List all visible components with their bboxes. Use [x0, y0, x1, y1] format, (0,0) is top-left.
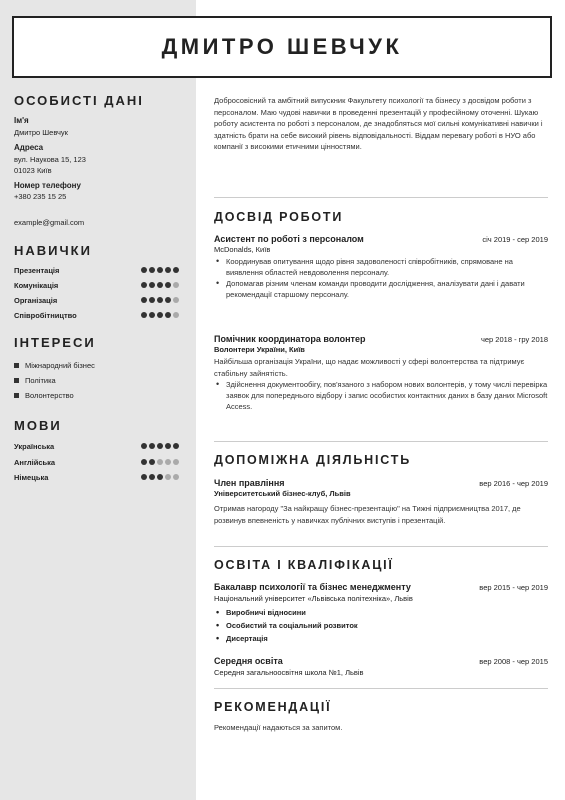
rating-dot	[173, 459, 179, 465]
rating-dot	[141, 443, 147, 449]
rating-dot	[165, 312, 171, 318]
job-bullets	[214, 379, 548, 412]
rating-dot	[173, 312, 179, 318]
job-org: Волонтери України, Київ	[214, 345, 305, 354]
activity-date: вер 2016 - чер 2019	[479, 479, 548, 488]
job-bullet: • Здійснення документообігу, пов'язаного з набором нових волонтерів, у тому числі перевірка заявок для попереднього відбору і запис особистих контактних даних в базу даних Microsoft Access.	[214, 379, 548, 412]
skill-label: Організація	[14, 295, 58, 305]
skill-row	[14, 309, 179, 321]
divider	[214, 546, 548, 547]
square-bullet-icon	[14, 393, 19, 398]
interest-item	[14, 361, 95, 370]
rating-dot	[157, 282, 163, 288]
interest-item	[14, 391, 74, 400]
rating-dot	[141, 267, 147, 273]
address-label: Адреса	[14, 143, 44, 152]
education-title: ОСВІТА І КВАЛІФІКАЦІЇ	[214, 558, 394, 572]
rating-dot	[173, 297, 179, 303]
activities-title: ДОПОМІЖНА ДІЯЛЬНІСТЬ	[214, 453, 411, 467]
square-bullet-icon	[14, 378, 19, 383]
degree-title: Бакалавр психології та бізнес менеджменту	[214, 582, 411, 592]
divider	[214, 441, 548, 442]
skills-title: НАВИЧКИ	[14, 243, 92, 258]
job-date: чер 2018 - гру 2018	[480, 335, 548, 344]
skill-label: Презентація	[14, 265, 60, 275]
activities-section	[214, 453, 548, 467]
skill-rating	[141, 297, 179, 303]
course-item: • Дисертація	[214, 632, 548, 645]
name-header	[12, 16, 552, 78]
rating-dot	[173, 282, 179, 288]
job-entry	[214, 334, 548, 412]
address-line1: вул. Наукова 15, 123	[14, 155, 86, 164]
rating-dot	[149, 297, 155, 303]
rating-dot	[157, 474, 163, 480]
job-bullet: • Координував опитування щодо рівня задоволеності співробітників, спрямоване на виявлення областей невдоволення персоналу.	[214, 256, 548, 278]
language-label: Німецька	[14, 472, 49, 482]
email-value: example@gmail.com	[14, 218, 85, 227]
summary-text: Добросовісний та амбітний випускник Факультету психології та бізнесу з досвідом роботи з персоналом. Маю чудові навички в проведенні презентацій у професійному оточенні. Шукаю роботу асистента по роботі з персоналом, де знадобляться мої сильні комунікативні навички і здатність брати на себе високий рівень відповідальності. Віддам перевагу роботі в НУО або компанії з високими етичними цінностями.	[214, 96, 543, 151]
activity-role: Член правління	[214, 478, 285, 488]
interests-title: ІНТЕРЕСИ	[14, 335, 96, 350]
skill-row	[14, 264, 179, 276]
rating-dot	[149, 267, 155, 273]
school-date: вер 2008 - чер 2015	[479, 657, 548, 666]
interest-label: Волонтерство	[25, 391, 74, 400]
job-title: Помічник координатора волонтер	[214, 334, 366, 344]
skill-label: Комунікація	[14, 280, 59, 290]
interest-label: Політика	[25, 376, 56, 385]
job-bullet: • Допомагав різним членам команди проводити дослідження, аналізувати дані і давати рекомендації старшому персоналу.	[214, 278, 548, 300]
course-item: • Виробничі відносини	[214, 606, 548, 619]
rating-dot	[157, 267, 163, 273]
skill-label: Співробітництво	[14, 310, 77, 320]
activity-entry	[214, 478, 548, 526]
job-title: Асистент по роботі з персоналом	[214, 234, 364, 244]
language-label: Українська	[14, 441, 55, 451]
language-row	[14, 456, 179, 468]
school-name: Середня загальноосвітня школа №1, Львів	[214, 668, 364, 677]
skill-rating	[141, 267, 179, 273]
activity-description: Отримав нагороду "За найкращу бізнес-презентацію" на Тижні підприємництва 2017, де розвинув впевненість у навичках публічних виступів і презентацій.	[214, 504, 521, 525]
rating-dot	[173, 443, 179, 449]
course-list	[214, 606, 548, 645]
rating-dot	[149, 459, 155, 465]
interest-item	[14, 376, 56, 385]
full-name: ДМИТРО ШЕВЧУК	[161, 34, 403, 59]
university-name: Національний університет «Львівська політехніка», Львів	[214, 594, 413, 603]
school-title: Середня освіта	[214, 656, 283, 666]
job-entry	[214, 234, 548, 300]
experience-title: ДОСВІД РОБОТИ	[214, 210, 344, 224]
rating-dot	[149, 443, 155, 449]
course-item: • Особистий та соціальний розвиток	[214, 619, 548, 632]
rating-dot	[165, 443, 171, 449]
experience-section	[214, 210, 548, 224]
rating-dot	[141, 297, 147, 303]
sidebar	[0, 0, 196, 800]
rating-dot	[149, 282, 155, 288]
education-section	[214, 558, 548, 572]
degree-entry	[214, 582, 548, 645]
rating-dot	[141, 474, 147, 480]
language-row	[14, 471, 179, 483]
language-rating	[141, 459, 179, 465]
job-bullets	[214, 256, 548, 300]
phone-label: Номер телефону	[14, 181, 81, 190]
references-text: Рекомендації надаються за запитом.	[214, 723, 343, 732]
name-label: Ім'я	[14, 116, 29, 125]
rating-dot	[141, 282, 147, 288]
rating-dot	[157, 459, 163, 465]
rating-dot	[157, 297, 163, 303]
interest-label: Міжнародний бізнес	[25, 361, 95, 370]
skill-row	[14, 294, 179, 306]
rating-dot	[165, 459, 171, 465]
references-title: РЕКОМЕНДАЦІЇ	[214, 700, 332, 714]
skill-rating	[141, 282, 179, 288]
references-section	[214, 700, 548, 734]
rating-dot	[165, 282, 171, 288]
rating-dot	[149, 474, 155, 480]
job-description: Найбільша організація України, що надає можливості у сфері волонтерства та підтримує стабільну зайнятість.	[214, 357, 525, 378]
phone-value: +380 235 15 25	[14, 192, 67, 201]
rating-dot	[149, 312, 155, 318]
language-rating	[141, 474, 179, 480]
square-bullet-icon	[14, 363, 19, 368]
skill-row	[14, 279, 179, 291]
rating-dot	[165, 297, 171, 303]
address-line2: 01023 Київ	[14, 166, 52, 175]
rating-dot	[173, 267, 179, 273]
rating-dot	[157, 443, 163, 449]
language-label: Англійська	[14, 457, 56, 467]
rating-dot	[157, 312, 163, 318]
job-org: McDonalds, Київ	[214, 245, 271, 254]
divider	[214, 688, 548, 689]
language-rating	[141, 443, 179, 449]
job-date: січ 2019 - сер 2019	[482, 235, 548, 244]
divider	[214, 197, 548, 198]
rating-dot	[141, 459, 147, 465]
rating-dot	[165, 474, 171, 480]
name-value: Дмитро Шевчук	[14, 128, 68, 137]
rating-dot	[173, 474, 179, 480]
skill-rating	[141, 312, 179, 318]
personal-title: ОСОБИСТІ ДАНІ	[14, 93, 144, 108]
languages-title: МОВИ	[14, 418, 62, 433]
school-entry	[214, 656, 548, 677]
rating-dot	[141, 312, 147, 318]
degree-date: вер 2015 - чер 2019	[479, 583, 548, 592]
language-row	[14, 440, 179, 452]
activity-org: Університетський бізнес-клуб, Львів	[214, 489, 351, 498]
rating-dot	[165, 267, 171, 273]
